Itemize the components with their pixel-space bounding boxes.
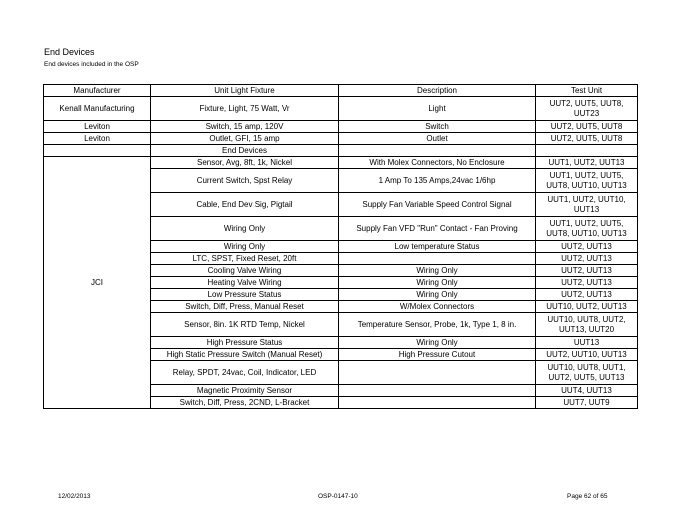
footer-date: 12/02/2013 — [58, 493, 91, 500]
cell-fixture: Magnetic Proximity Sensor — [151, 385, 339, 397]
cell-test-unit: UUT2, UUT13 — [536, 289, 638, 301]
cell-description: With Molex Connectors, No Enclosure — [339, 157, 536, 169]
cell-fixture: Sensor, 8in. 1K RTD Temp, Nickel — [151, 313, 339, 337]
cell-fixture: Cable, End Dev Sig, Pigtail — [151, 193, 339, 217]
cell-description — [339, 253, 536, 265]
table-row — [44, 157, 638, 169]
cell-test-unit: UUT2, UUT13 — [536, 277, 638, 289]
cell-description: Wiring Only — [339, 289, 536, 301]
cell-test-unit: UUT1, UUT2, UUT13 — [536, 157, 638, 169]
table-row — [44, 121, 638, 133]
cell-description: Low temperature Status — [339, 241, 536, 253]
cell-fixture: Heating Valve Wiring — [151, 277, 339, 289]
cell-description: Switch — [339, 121, 536, 133]
cell-test-unit: UUT1, UUT2, UUT10, UUT13 — [536, 193, 638, 217]
column-header-fixture: Unit Light Fixture — [151, 85, 339, 97]
cell-fixture: Cooling Valve Wiring — [151, 265, 339, 277]
cell-fixture: Wiring Only — [151, 241, 339, 253]
table-header-row — [44, 85, 638, 97]
cell-test-unit: UUT2, UUT5, UUT8 — [536, 121, 638, 133]
cell-fixture: Relay, SPDT, 24vac, Coil, Indicator, LED — [151, 361, 339, 385]
cell-fixture: Switch, Diff, Press, Manual Reset — [151, 301, 339, 313]
cell-fixture: Low Pressure Status — [151, 289, 339, 301]
cell-description: Wiring Only — [339, 337, 536, 349]
column-header-test-unit: Test Unit — [536, 85, 638, 97]
cell-test-unit: UUT2, UUT13 — [536, 241, 638, 253]
cell-test-unit: UUT2, UUT13 — [536, 265, 638, 277]
cell-description: W/Molex Connectors — [339, 301, 536, 313]
cell-test-unit: UUT7, UUT9 — [536, 397, 638, 409]
cell-test-unit: UUT10, UUT8, UUT1, UUT2, UUT5, UUT13 — [536, 361, 638, 385]
cell-description: Outlet — [339, 133, 536, 145]
cell-test-unit: UUT2, UUT10, UUT13 — [536, 349, 638, 361]
cell-description: Wiring Only — [339, 277, 536, 289]
cell-test-unit: UUT4, UUT13 — [536, 385, 638, 397]
cell-description — [339, 385, 536, 397]
cell-fixture: Switch, 15 amp, 120V — [151, 121, 339, 133]
cell-fixture: Sensor, Avg, 8ft, 1k, Nickel — [151, 157, 339, 169]
footer-page-number: Page 62 of 65 — [567, 493, 608, 500]
column-header-description: Description — [339, 85, 536, 97]
table-row — [44, 97, 638, 121]
cell-test-unit: UUT1, UUT2, UUT5, UUT8, UUT10, UUT13 — [536, 169, 638, 193]
cell-fixture: Switch, Diff, Press, 2CND, L-Bracket — [151, 397, 339, 409]
cell-test-unit: UUT2, UUT13 — [536, 253, 638, 265]
cell-fixture: Outlet, GFI, 15 amp — [151, 133, 339, 145]
cell-description: Supply Fan VFD "Run" Contact - Fan Proving — [339, 217, 536, 241]
cell-fixture: End Devices — [151, 145, 339, 157]
cell-manufacturer-jci: JCI — [44, 157, 151, 409]
cell-manufacturer — [44, 145, 151, 157]
section-subheading: End devices included in the OSP — [44, 61, 139, 68]
cell-manufacturer: Leviton — [44, 121, 151, 133]
cell-manufacturer: Kenall Manufacturing — [44, 97, 151, 121]
cell-test-unit: UUT2, UUT5, UUT8 — [536, 133, 638, 145]
column-header-manufacturer: Manufacturer — [44, 85, 151, 97]
cell-description — [339, 361, 536, 385]
cell-test-unit: UUT2, UUT5, UUT8, UUT23 — [536, 97, 638, 121]
table-row — [44, 145, 638, 157]
section-heading: End Devices — [44, 47, 95, 57]
footer-doc-id: OSP-0147-10 — [318, 493, 358, 500]
cell-description: High Pressure Cutout — [339, 349, 536, 361]
table-row — [44, 133, 638, 145]
cell-test-unit: UUT10, UUT2, UUT13 — [536, 301, 638, 313]
cell-description: 1 Amp To 135 Amps,24vac 1/6hp — [339, 169, 536, 193]
cell-description: Wiring Only — [339, 265, 536, 277]
cell-fixture: Wiring Only — [151, 217, 339, 241]
cell-fixture: Current Switch, Spst Relay — [151, 169, 339, 193]
cell-fixture: LTC, SPST, Fixed Reset, 20ft — [151, 253, 339, 265]
cell-fixture: High Static Pressure Switch (Manual Reset) — [151, 349, 339, 361]
cell-description: Temperature Sensor, Probe, 1k, Type 1, 8 in. — [339, 313, 536, 337]
cell-test-unit: UUT1, UUT2, UUT5, UUT8, UUT10, UUT13 — [536, 217, 638, 241]
cell-test-unit: UUT13 — [536, 337, 638, 349]
cell-test-unit: UUT10, UUT8, UUT2, UUT13, UUT20 — [536, 313, 638, 337]
cell-description — [339, 397, 536, 409]
cell-description — [339, 145, 536, 157]
cell-fixture: High Pressure Status — [151, 337, 339, 349]
cell-test-unit — [536, 145, 638, 157]
cell-fixture: Fixture, Light, 75 Watt, Vr — [151, 97, 339, 121]
cell-manufacturer: Leviton — [44, 133, 151, 145]
cell-description: Supply Fan Variable Speed Control Signal — [339, 193, 536, 217]
end-devices-table — [43, 84, 638, 409]
cell-description: Light — [339, 97, 536, 121]
